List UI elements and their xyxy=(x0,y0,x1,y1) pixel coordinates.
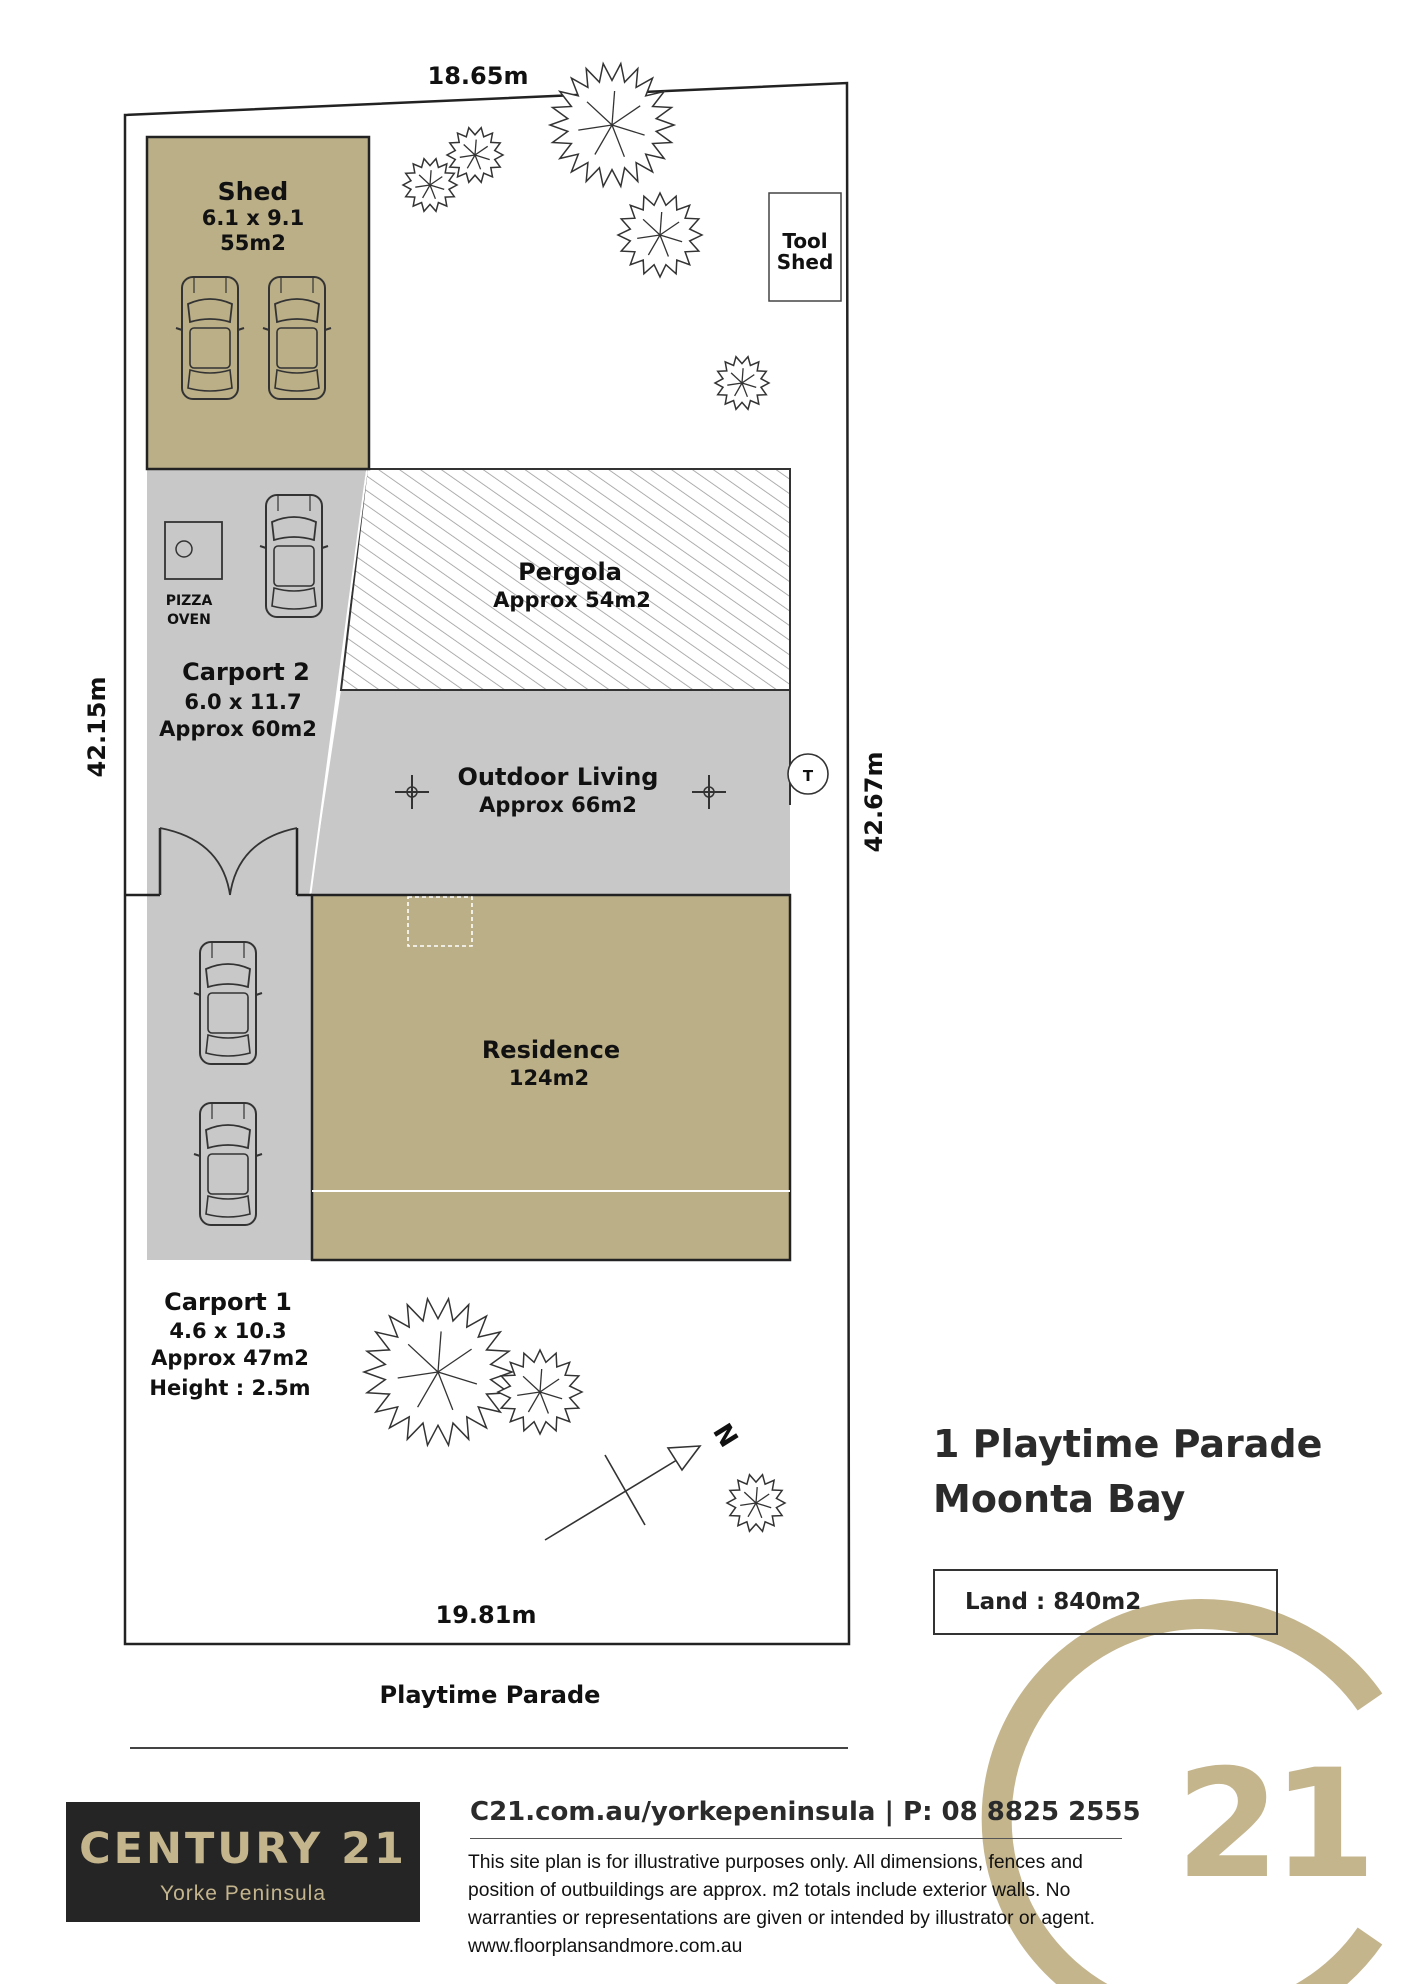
north-label: N xyxy=(706,1418,744,1453)
right-dimension: 42.67m xyxy=(860,751,888,853)
brand-name: CENTURY 21 xyxy=(79,1824,407,1874)
tool-shed-label: Tool xyxy=(782,229,828,253)
top-dimension: 18.65m xyxy=(427,62,529,90)
carport-1-name: Carport 1 xyxy=(164,1288,292,1316)
carport-2-area-label: Approx 60m2 xyxy=(159,717,317,741)
tree-icon xyxy=(498,1350,582,1434)
tree-icon xyxy=(618,193,702,277)
land-area-label: Land : 840m2 xyxy=(965,1589,1142,1615)
outdoor-living-area-label: Approx 66m2 xyxy=(479,793,637,817)
shed-size: 6.1 x 9.1 xyxy=(201,206,305,230)
tap-label: T xyxy=(802,767,814,785)
shed-area: 55m2 xyxy=(220,231,286,255)
street-line xyxy=(130,1747,848,1749)
carport-1-area xyxy=(147,895,312,1260)
address-line-2: Moonta Bay xyxy=(933,1477,1186,1521)
svg-text:21: 21 xyxy=(1175,1738,1369,1912)
carport-2-name: Carport 2 xyxy=(182,658,310,686)
residence-name: Residence xyxy=(481,1036,621,1064)
bottom-dimension: 19.81m xyxy=(435,1601,537,1629)
contact-details: C21.com.au/yorkepeninsula | P: 08 8825 2555 xyxy=(470,1797,1141,1827)
residence-area: 124m2 xyxy=(508,1066,590,1090)
pizza-oven-label: OVEN xyxy=(167,612,211,628)
address-line-1: 1 Playtime Parade xyxy=(933,1422,1323,1466)
left-dimension: 42.15m xyxy=(83,676,111,778)
shed-name: Shed xyxy=(217,177,289,206)
land-area-box xyxy=(933,1569,1278,1635)
disclaimer-text: This site plan is for illustrative purposes only. All dimensions, fences and position of outbuildings are approx. m2 totals include exterior walls. No warranties or representations are given or intended by illustrator or agent. www.floorplansandmore.com.au xyxy=(468,1852,1095,1957)
carport-1-size: 4.6 x 10.3 xyxy=(169,1319,287,1343)
carport-2-size: 6.0 x 11.7 xyxy=(184,690,302,714)
pizza-oven-label: PIZZA xyxy=(165,593,213,609)
pergola-area-label: Approx 54m2 xyxy=(493,588,651,612)
outdoor-living-name: Outdoor Living xyxy=(457,763,659,791)
contact-divider xyxy=(470,1838,1122,1839)
street-name: Playtime Parade xyxy=(379,1681,601,1709)
century21-logo xyxy=(66,1802,420,1922)
brand-office: Yorke Peninsula xyxy=(160,1882,326,1905)
pizza-oven xyxy=(165,522,222,579)
carport-1-height: Height : 2.5m xyxy=(149,1376,311,1400)
carport-1-area-label: Approx 47m2 xyxy=(151,1346,309,1370)
tool-shed-label: Shed xyxy=(776,250,834,274)
pergola-name: Pergola xyxy=(518,558,622,586)
